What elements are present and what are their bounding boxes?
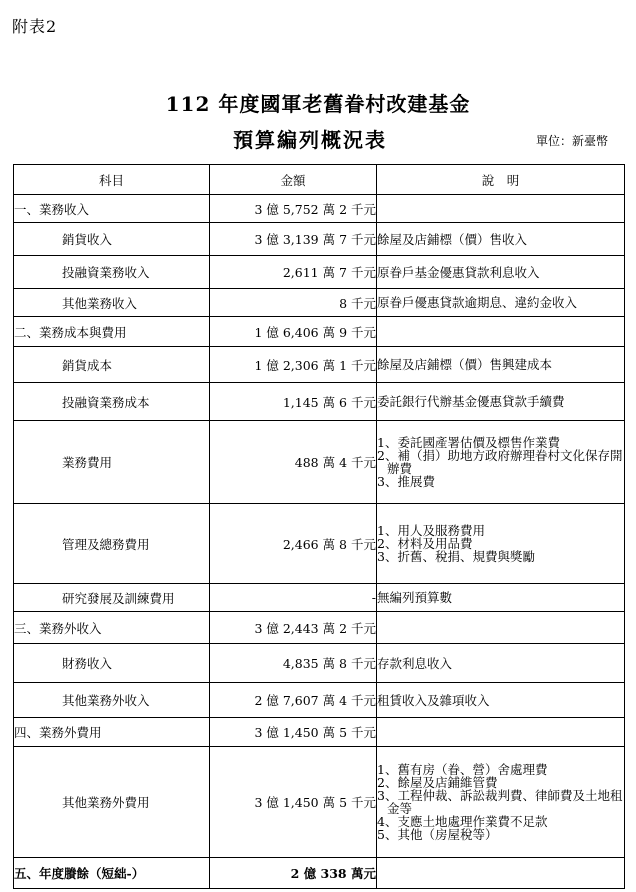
note-item: 2、餘屋及店鋪維管費 (377, 775, 498, 790)
note-item: 原眷戶優惠貸款逾期息、違約金收入 (377, 295, 578, 310)
note-item: 5、其他（房屋稅等） (377, 827, 498, 842)
row-subject: 銷貨收入 (14, 223, 210, 256)
note-item: 無編列預算數 (377, 590, 453, 605)
row-subject: 二、業務成本與費用 (14, 317, 210, 347)
table-row (14, 195, 625, 223)
note-item: 委託銀行代辦基金優惠貸款手續費 (377, 394, 565, 409)
budget-table (13, 164, 625, 889)
table-row (14, 584, 625, 612)
row-amount: 3 億 2,443 萬 2 千元 (210, 612, 377, 644)
note-item: 1、用人及服務費用 (377, 523, 485, 538)
table-row (14, 683, 625, 718)
row-subject: 投融資業務成本 (14, 383, 210, 421)
row-subject: 研究發展及訓練費用 (14, 584, 210, 612)
table-row (14, 347, 625, 383)
row-amount: 1 億 2,306 萬 1 千元 (210, 347, 377, 383)
table-row (14, 504, 625, 584)
row-subject: 財務收入 (14, 644, 210, 683)
note-item: 原眷戶基金優惠貸款利息收入 (377, 264, 540, 280)
note-item: 餘屋及店鋪標（價）售興建成本 (377, 357, 553, 372)
row-note (377, 584, 625, 612)
note-item: 租賃收入及雜項收入 (377, 692, 490, 708)
row-note (377, 644, 625, 683)
table-row (14, 317, 625, 347)
table-row (14, 383, 625, 421)
row-amount: 4,835 萬 8 千元 (210, 644, 377, 683)
row-amount: 1,145 萬 6 千元 (210, 383, 377, 421)
table-row (14, 421, 625, 504)
row-note (377, 683, 625, 718)
row-note (377, 256, 625, 289)
row-note (377, 223, 625, 256)
table-row (14, 612, 625, 644)
table-row (14, 718, 625, 747)
row-amount: - (210, 584, 377, 612)
table-row (14, 289, 625, 317)
table-total-row (14, 858, 625, 889)
row-subject: 四、業務外費用 (14, 718, 210, 747)
row-note (377, 289, 625, 317)
table-row (14, 256, 625, 289)
row-subject: 管理及總務費用 (14, 504, 210, 584)
row-amount: 3 億 1,450 萬 5 千元 (210, 718, 377, 747)
row-amount: 1 億 6,406 萬 9 千元 (210, 317, 377, 347)
note-item: 餘屋及店鋪標（價）售收入 (377, 231, 528, 247)
row-amount: 3 億 5,752 萬 2 千元 (210, 195, 377, 223)
row-subject: 投融資業務收入 (14, 256, 210, 289)
row-note (377, 195, 625, 223)
row-note (377, 504, 625, 584)
row-subject: 銷貨成本 (14, 347, 210, 383)
table-header-row (14, 165, 625, 195)
row-note (377, 858, 625, 889)
appendix-label: 附表2 (12, 17, 58, 36)
row-note (377, 747, 625, 858)
row-amount: 2 億 7,607 萬 4 千元 (210, 683, 377, 718)
row-amount: 8 千元 (210, 289, 377, 317)
note-item: 3、工程仲裁、訴訟裁判費、律師費及土地租金等 (377, 788, 623, 816)
row-note (377, 347, 625, 383)
row-amount: 2,466 萬 8 千元 (210, 504, 377, 584)
row-amount: 2,611 萬 7 千元 (210, 256, 377, 289)
row-note (377, 612, 625, 644)
table-row (14, 223, 625, 256)
page-subtitle: 預算編列概況表 (233, 128, 387, 152)
note-item: 4、支應土地處理作業費不足款 (377, 814, 548, 829)
row-subject: 業務費用 (14, 421, 210, 504)
table-row (14, 644, 625, 683)
row-subject: 其他業務外收入 (14, 683, 210, 718)
note-item: 存款利息收入 (377, 655, 453, 671)
header-subject: 科目 (14, 165, 210, 195)
row-subject: 三、業務外收入 (14, 612, 210, 644)
currency-unit: 單位：新臺幣 (535, 134, 608, 148)
note-item: 2、材料及用品費 (377, 536, 473, 551)
row-amount: 3 億 3,139 萬 7 千元 (210, 223, 377, 256)
header-note: 說 明 (377, 165, 625, 195)
page-title: 112 年度國軍老舊眷村改建基金 (165, 92, 471, 116)
row-subject: 其他業務外費用 (14, 747, 210, 858)
note-item: 3、推展費 (377, 474, 435, 489)
row-amount: 2 億 338 萬元 (210, 858, 377, 889)
row-note (377, 718, 625, 747)
row-subject: 其他業務收入 (14, 289, 210, 317)
note-item: 1、舊有房（眷、營）舍處理費 (377, 762, 548, 777)
row-amount: 488 萬 4 千元 (210, 421, 377, 504)
note-item: 1、委託國產署估價及標售作業費 (377, 435, 560, 450)
note-item: 2、補（捐）助地方政府辦理眷村文化保存開辦費 (377, 448, 623, 476)
row-subject: 五、年度賸餘（短絀-） (14, 858, 210, 889)
row-amount: 3 億 1,450 萬 5 千元 (210, 747, 377, 858)
note-item: 3、折舊、稅捐、規費與獎勵 (377, 549, 535, 564)
row-note (377, 383, 625, 421)
table-row (14, 747, 625, 858)
row-note (377, 421, 625, 504)
row-subject: 一、業務收入 (14, 195, 210, 223)
row-note (377, 317, 625, 347)
header-amount: 金額 (210, 165, 377, 195)
